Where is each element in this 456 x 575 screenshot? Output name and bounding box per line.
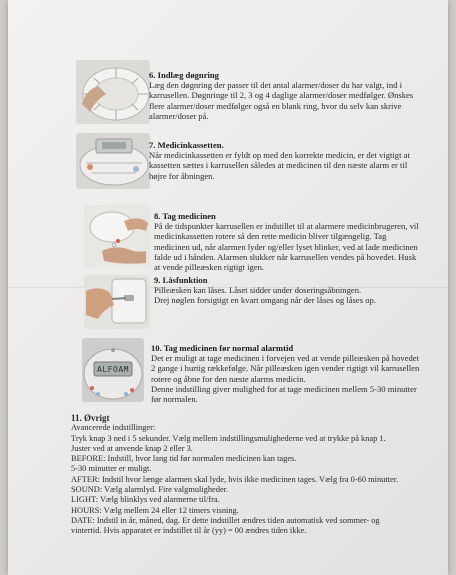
section-6-line: karrusellen. Døgnringe til 2, 3 og 4 daglige alarmer/doser medfølger. Ønskes (149, 90, 414, 101)
section-8-line: at vende pilleæsken rigtigt igen. (154, 262, 265, 273)
section-7-line: højre for åbningen. (149, 170, 215, 181)
section-11-line: vintertid. Hvis apparatet er indstillet til år (yy) = 00 ændres tiden ikke. (71, 526, 307, 536)
section-8-line: På de tidspunkter karrusellen er indstillet til at alarmere medicinbrugeren, vil (154, 221, 419, 232)
section-11-line: Avancerede indstillinger: (71, 423, 156, 433)
device-display-readout: ALFOAM (97, 365, 129, 374)
section-10-heading: 10. Tag medicinen før normal alarmtid (151, 343, 294, 353)
pill-dispenser-display-image (82, 338, 144, 402)
section-9-line: Pilleæsken kan låses. Låset sidder under doseringsåbningen. (154, 285, 362, 296)
section-7 (149, 140, 439, 181)
section-10 (151, 343, 443, 404)
section-11-line: HOURS: Vælg mellem 24 eller 12 timers visning. (71, 505, 239, 515)
section-8-heading: 8. Tag medicinen (154, 211, 216, 221)
section-11 (71, 413, 411, 537)
section-10-line: rotere og åbne for den næste alarms medicin. (151, 373, 306, 384)
section-8-line: medicinkassetten rotere så den rette medicin bliver tilgængelig. Tag (154, 231, 387, 242)
section-7-line: Når medicinkassetten er fyldt op med den korrekte medicin, er det vigtigt at (149, 150, 410, 161)
section-10-line: Denne indstilling giver mulighed for at tage medicinen mellem 5-30 minutter (151, 383, 417, 394)
section-10-line: 2 gange i hurtig rækkefølge. Når pilleæsken igen vender rigtigt vil karrusellen (151, 363, 420, 374)
section-6 (149, 70, 439, 121)
section-11-line: Tryk knap 3 ned i 5 sekunder. Vælg mellem indstillingsmulighederne ved at trykke på knap 1. (71, 433, 386, 443)
take-medicine-image (84, 205, 150, 267)
section-11-line: AFTER: Indstil hvor længe alarmen skal lyde, hvis ikke medicinen tages. Vælg fra 0-60 minutter. (71, 474, 399, 484)
section-8-line: falde ud i hånden. Alarmen slukker når karrusellen vendes på hovedet. Husk (154, 251, 417, 262)
lock-function-image (84, 275, 150, 329)
section-7-heading: 7. Medicinkassetten. (149, 140, 224, 150)
section-10-line: Det er muligt at tage medicinen i forvejen ved at vende pilleæsken på hovedet (151, 353, 419, 364)
section-11-line: BEFORE: Indstill, hvor lang tid før normalen medicinen kan tages. (71, 454, 297, 464)
section-10-line: før normalen. (151, 394, 198, 405)
section-11-line: Juster ved at anvende knap 2 eller 3. (71, 443, 193, 453)
pill-dispenser-ring-image (76, 60, 150, 124)
section-11-line: DATE: Indstil in år, måned, dag. Er dette indstillet ændres tiden automatisk ved sommer- og (71, 515, 380, 525)
section-8-line: medicinen ud, når alarmen lyder og/eller lyset blinker, ved at lade medicinen (154, 241, 418, 252)
section-11-line: 5-30 minutter er muligt. (71, 464, 152, 474)
section-11-line: SOUND: Vælg alarmlyd. Fire valgmuligheder. (71, 485, 229, 495)
section-8 (154, 211, 444, 272)
section-6-line: Læg den døgnring der passer til det antal alarmer/doser du har valgt, ind i (149, 80, 402, 91)
document-page (8, 0, 448, 575)
section-7-line: kassetten sættes i karrusellen således at medicinen til den næste alarm er til (149, 160, 408, 171)
section-11-line: LIGHT: Vælg blinklys ved alarmerne til/fra. (71, 495, 220, 505)
medicine-cassette-image (76, 133, 150, 189)
section-6-heading: 6. Indlæg døgnring (149, 70, 219, 80)
section-6-line: alarmer/doser på. (149, 110, 209, 121)
section-6-line: flere alarmer/doser medfølger også en blank ring, hvor du selv kan skrive (149, 100, 402, 111)
section-9-heading: 9. Låsfunktion (154, 275, 208, 285)
section-11-heading: 11. Øvrigt (71, 413, 110, 423)
section-9 (154, 275, 444, 306)
section-9-line: Drej nøglen forsigtigt en kvart omgang når der låses og låses op. (154, 295, 376, 306)
